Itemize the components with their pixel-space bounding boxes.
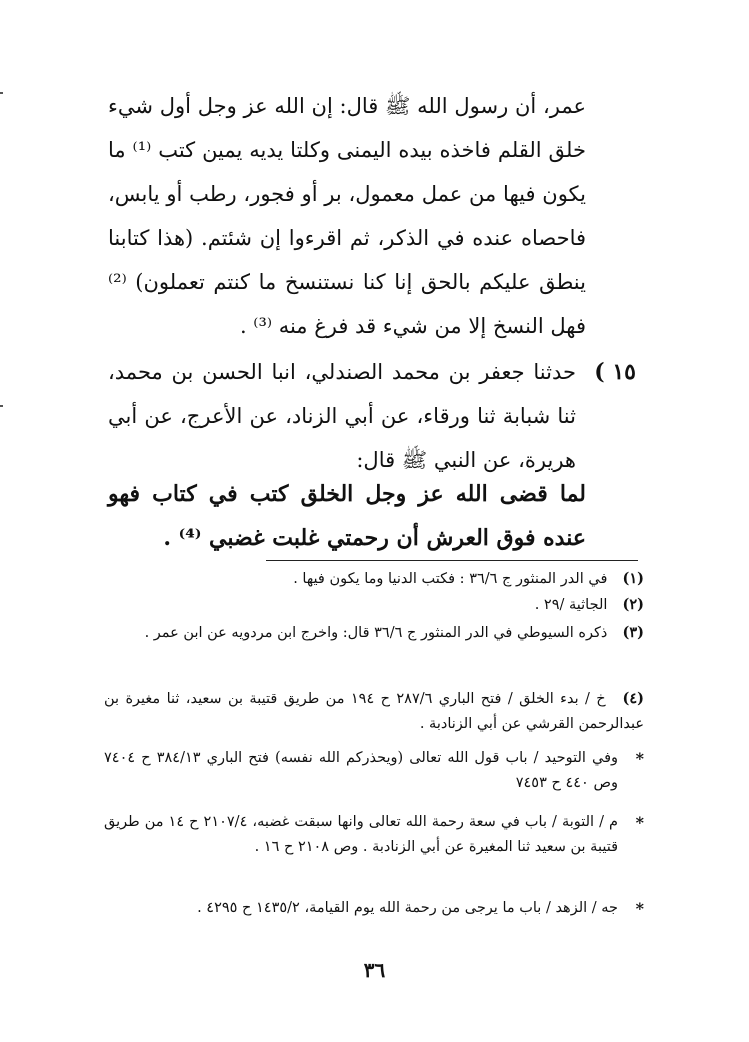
hadith-chain: حدثنا جعفر بن محمد الصندلي، انبا الحسن بن محمد، ثنا شبابة ثنا ورقاء، عن أبي الزناد، عن الأعرج، عن أبي هريرة، عن النبي ﷺ قال: bbox=[108, 360, 576, 472]
hadith-15 bbox=[108, 350, 636, 482]
hadith-number: ١٥ ) bbox=[594, 359, 636, 385]
asterisk-marker: * bbox=[635, 899, 644, 918]
footnote-mark: (٣) bbox=[622, 624, 644, 641]
subnote-text: جه / الزهد / باب ما يرجى من رحمة الله يوم القيامة، ١٤٣٥/٢ ح ٤٢٩٥ . bbox=[197, 900, 618, 916]
footnote-1 bbox=[104, 566, 644, 592]
footnote-divider bbox=[266, 560, 638, 561]
subnote-3 bbox=[104, 896, 644, 921]
page-number: ٣٦ bbox=[363, 958, 386, 982]
footnote-text: ذكره السيوطي في الدر المنثور ج ٣٦/٦ قال: واخرج ابن مردويه عن ابن عمر . bbox=[144, 625, 608, 641]
footnote-mark: (٤) bbox=[622, 690, 645, 707]
footnote-text: الجاثية /٢٩ . bbox=[534, 597, 608, 613]
main-text-block bbox=[108, 84, 586, 348]
subnote-2 bbox=[104, 810, 644, 860]
subnote-text: وفي التوحيد / باب قول الله تعالى (ويحذركم الله نفسه) فتح الباري ٣٨٤/١٣ ح ٧٤٠٤ وص ٤٤٠ ح ٧٤٥٣ bbox=[104, 750, 619, 791]
footnote-mark: (١) bbox=[622, 570, 644, 587]
asterisk-marker: * bbox=[635, 749, 644, 768]
page-edge-mark bbox=[0, 92, 3, 94]
footnote-4 bbox=[104, 686, 644, 737]
footnote-text: في الدر المنثور ج ٣٦/٦ : فكتب الدنيا وما يكون فيها . bbox=[293, 571, 608, 587]
asterisk-marker: * bbox=[635, 813, 644, 832]
hadith-text: لما قضى الله عز وجل الخلق كتب في كتاب فهو عنده فوق العرش أن رحمتي غلبت غضبي ⁽⁴⁾ . bbox=[108, 481, 586, 551]
subnote-1 bbox=[104, 746, 644, 796]
page-edge-mark bbox=[0, 405, 3, 407]
footnote-2 bbox=[104, 592, 644, 618]
main-paragraph: عمر، أن رسول الله ﷺ قال: إن الله عز وجل أول شيء خلق القلم فاخذه بيده اليمنى وكلتا يديه يمين كتب ⁽¹⁾ ما يكون فيها من عمل معمول، بر أو فجور، رطب أو يابس، فاحصاه عنده في الذكر، ثم اقرءوا إن شئتم. (هذا كتابنا ينطق عليكم بالحق إنا كنا نستنسخ ما كنتم تعملون) ⁽²⁾ فهل النسخ إلا من شيء قد فرغ منه ⁽³⁾ . bbox=[108, 94, 586, 338]
subnote-text: م / التوبة / باب في سعة رحمة الله تعالى وانها سبقت غضبه، ٢١٠٧/٤ ح ١٤ من طريق قتيبة بن سعيد ثنا المغيرة عن أبي الزنادبة . وص ٢١٠٨ ح ١٦ . bbox=[104, 814, 618, 855]
footnote-text: خ / بدء الخلق / فتح الباري ٢٨٧/٦ ح ١٩٤ من طريق قتيبة بن سعيد، ثنا مغيرة بن عبدالرحمن القرشي عن أبي الزنادبة . bbox=[104, 691, 644, 732]
footnote-3 bbox=[104, 620, 644, 646]
footnote-mark: (٢) bbox=[622, 596, 644, 613]
